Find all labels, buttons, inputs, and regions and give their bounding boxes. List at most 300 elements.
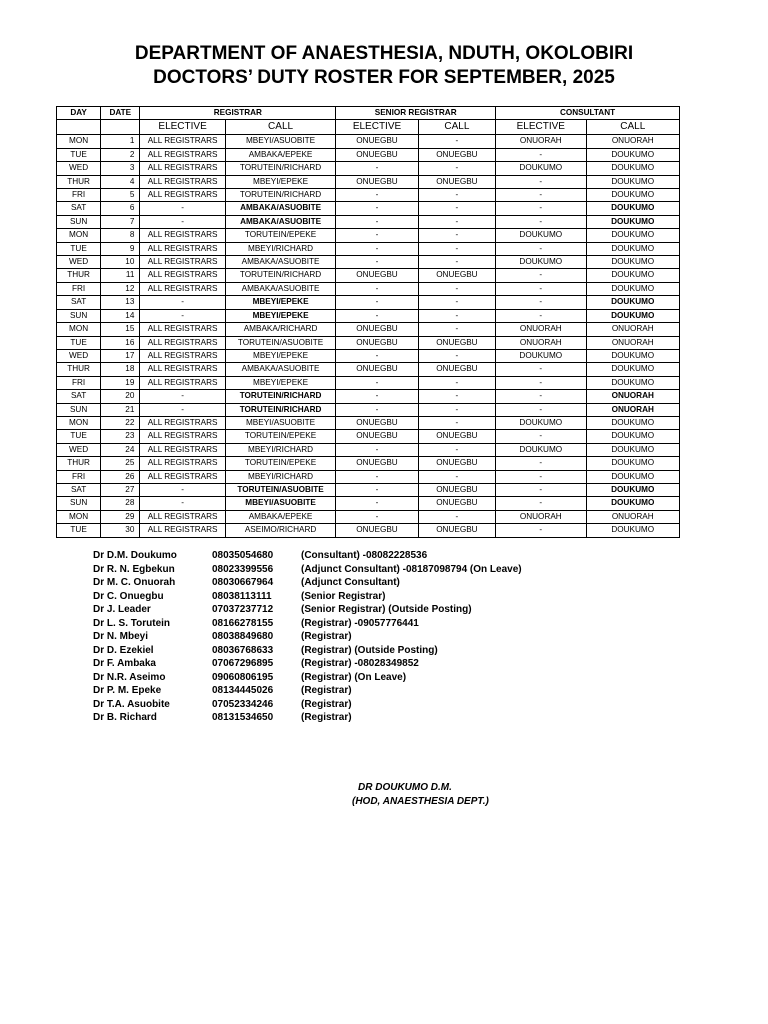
contact-name: Dr B. Richard — [93, 712, 157, 723]
contact-name: Dr F. Ambaka — [93, 658, 156, 669]
cell-date: 7 — [101, 215, 140, 228]
table-row — [57, 430, 680, 443]
cell-date: 5 — [101, 189, 140, 202]
roster-title: DOCTORS’ DUTY ROSTER FOR SEPTEMBER, 2025 — [153, 67, 615, 88]
cell-senior-call: - — [418, 135, 495, 148]
table-row — [57, 215, 680, 228]
cell-date: 15 — [101, 323, 140, 336]
table-row — [57, 256, 680, 269]
table-row — [57, 148, 680, 161]
contact-phone: 07067296895 — [212, 658, 274, 669]
cell-registrar-elective: ALL REGISTRARS — [140, 363, 225, 376]
cell-date: 14 — [101, 309, 140, 322]
cell-registrar-call: AMBAKA/EPEKE — [225, 510, 336, 523]
cell-senior-call: - — [418, 242, 495, 255]
cell-consultant-elective: - — [496, 497, 586, 510]
contact-phone: 08038849680 — [212, 631, 274, 642]
cell-day: MON — [57, 416, 101, 429]
cell-senior-call: ONUEGBU — [418, 336, 495, 349]
cell-senior-call: - — [418, 296, 495, 309]
cell-day: SUN — [57, 403, 101, 416]
cell-senior-call: - — [418, 390, 495, 403]
cell-senior-elective: - — [336, 229, 418, 242]
cell-consultant-elective: - — [496, 282, 586, 295]
cell-registrar-elective: - — [140, 296, 225, 309]
cell-senior-call: - — [418, 510, 495, 523]
cell-consultant-elective: - — [496, 403, 586, 416]
contact-phone: 08023399556 — [212, 563, 274, 575]
cell-senior-elective: - — [336, 309, 418, 322]
cell-senior-call: ONUEGBU — [418, 497, 495, 510]
cell-consultant-call: ONUORAH — [586, 510, 680, 523]
cell-senior-elective: - — [336, 497, 418, 510]
cell-date: 1 — [101, 135, 140, 148]
cell-senior-elective: - — [336, 282, 418, 295]
cell-registrar-elective: ALL REGISTRARS — [140, 256, 225, 269]
subheader-senior-elective: ELECTIVE — [336, 120, 418, 135]
cell-senior-call: - — [418, 309, 495, 322]
cell-registrar-elective: ALL REGISTRARS — [140, 349, 225, 362]
cell-consultant-call: DOUKUMO — [586, 430, 680, 443]
cell-day: FRI — [57, 282, 101, 295]
cell-date: 8 — [101, 229, 140, 242]
cell-consultant-call: ONUORAH — [586, 403, 680, 416]
cell-consultant-elective: ONUORAH — [496, 336, 586, 349]
cell-registrar-elective: ALL REGISTRARS — [140, 162, 225, 175]
cell-day: SAT — [57, 483, 101, 496]
cell-consultant-elective: - — [496, 376, 586, 389]
cell-consultant-elective: - — [496, 242, 586, 255]
cell-registrar-call: ASEIMO/RICHARD — [225, 524, 336, 537]
roster-body — [57, 135, 680, 537]
subheader-blank — [101, 120, 140, 135]
cell-senior-elective: ONUEGBU — [336, 457, 418, 470]
cell-senior-elective: - — [336, 242, 418, 255]
cell-consultant-elective: - — [496, 524, 586, 537]
header-day: DAY — [57, 107, 101, 120]
cell-registrar-call: AMBAKA/ASUOBITE — [225, 202, 336, 215]
cell-consultant-elective: DOUKUMO — [496, 349, 586, 362]
cell-registrar-call: MBEYI/ASUOBITE — [225, 497, 336, 510]
table-row — [57, 416, 680, 429]
cell-consultant-elective: - — [496, 309, 586, 322]
cell-senior-call: - — [418, 323, 495, 336]
cell-consultant-elective: DOUKUMO — [496, 416, 586, 429]
cell-consultant-elective: ONUORAH — [496, 135, 586, 148]
cell-registrar-call: MBEYI/ASUOBITE — [225, 135, 336, 148]
cell-consultant-call: DOUKUMO — [586, 309, 680, 322]
table-row — [57, 510, 680, 523]
cell-day: FRI — [57, 470, 101, 483]
cell-date: 2 — [101, 148, 140, 161]
table-row — [57, 457, 680, 470]
cell-senior-elective: - — [336, 470, 418, 483]
table-row — [57, 242, 680, 255]
cell-date: 3 — [101, 162, 140, 175]
cell-senior-elective: ONUEGBU — [336, 336, 418, 349]
cell-registrar-call: TORUTEIN/EPEKE — [225, 430, 336, 443]
cell-senior-elective: - — [336, 390, 418, 403]
cell-consultant-call: DOUKUMO — [586, 524, 680, 537]
cell-date: 22 — [101, 416, 140, 429]
cell-day: THUR — [57, 457, 101, 470]
cell-consultant-call: DOUKUMO — [586, 162, 680, 175]
cell-registrar-elective: - — [140, 403, 225, 416]
cell-day: THUR — [57, 363, 101, 376]
cell-senior-call: ONUEGBU — [418, 457, 495, 470]
cell-day: FRI — [57, 376, 101, 389]
cell-date: 20 — [101, 390, 140, 403]
cell-registrar-call: TORUTEIN/RICHARD — [225, 189, 336, 202]
contact-note: (Registrar) — [301, 698, 352, 710]
cell-senior-elective: ONUEGBU — [336, 524, 418, 537]
contact-note: (Senior Registrar) (Outside Posting) — [301, 604, 472, 615]
cell-consultant-elective: - — [496, 296, 586, 309]
contact-phone: 07052334246 — [212, 698, 274, 710]
cell-registrar-elective: ALL REGISTRARS — [140, 269, 225, 282]
cell-date: 27 — [101, 483, 140, 496]
subheader-registrar-elective: ELECTIVE — [140, 120, 225, 135]
cell-consultant-call: DOUKUMO — [586, 242, 680, 255]
contact-name: Dr N.R. Aseimo — [93, 671, 166, 683]
cell-consultant-call: DOUKUMO — [586, 202, 680, 215]
cell-registrar-call: AMBAKA/ASUOBITE — [225, 282, 336, 295]
contact-name: Dr R. N. Egbekun — [93, 563, 175, 575]
cell-consultant-call: DOUKUMO — [586, 296, 680, 309]
cell-registrar-elective: ALL REGISTRARS — [140, 457, 225, 470]
cell-registrar-elective: ALL REGISTRARS — [140, 524, 225, 537]
table-row — [57, 309, 680, 322]
contact-note: (Registrar) — [301, 712, 352, 723]
cell-registrar-call: MBEYI/RICHARD — [225, 470, 336, 483]
cell-day: MON — [57, 229, 101, 242]
contact-note: (Registrar) -08028349852 — [301, 658, 419, 669]
cell-consultant-call: DOUKUMO — [586, 470, 680, 483]
cell-registrar-call: TORUTEIN/ASUOBITE — [225, 483, 336, 496]
cell-date: 23 — [101, 430, 140, 443]
cell-date: 29 — [101, 510, 140, 523]
cell-consultant-elective: DOUKUMO — [496, 443, 586, 456]
cell-consultant-elective: ONUORAH — [496, 510, 586, 523]
cell-consultant-call: DOUKUMO — [586, 376, 680, 389]
cell-senior-call: - — [418, 202, 495, 215]
cell-day: WED — [57, 256, 101, 269]
cell-senior-elective: - — [336, 215, 418, 228]
cell-senior-elective: ONUEGBU — [336, 416, 418, 429]
cell-senior-call: ONUEGBU — [418, 363, 495, 376]
cell-senior-elective: ONUEGBU — [336, 148, 418, 161]
cell-senior-elective: - — [336, 376, 418, 389]
cell-registrar-elective: ALL REGISTRARS — [140, 416, 225, 429]
cell-day: MON — [57, 135, 101, 148]
cell-senior-call: ONUEGBU — [418, 148, 495, 161]
signature-name: DR DOUKUMO D.M. — [358, 782, 452, 793]
cell-consultant-call: DOUKUMO — [586, 282, 680, 295]
cell-senior-call: - — [418, 162, 495, 175]
cell-senior-elective: - — [336, 256, 418, 269]
table-row — [57, 202, 680, 215]
cell-registrar-elective: - — [140, 483, 225, 496]
cell-senior-elective: - — [336, 443, 418, 456]
cell-date: 28 — [101, 497, 140, 510]
duty-roster-table — [56, 106, 680, 538]
cell-day: THUR — [57, 175, 101, 188]
contact-note: (Adjunct Consultant) — [301, 577, 400, 588]
cell-date: 21 — [101, 403, 140, 416]
cell-consultant-elective: - — [496, 215, 586, 228]
contact-phone: 08038113111 — [212, 590, 272, 602]
contact-phone: 07037237712 — [212, 604, 274, 615]
cell-consultant-call: DOUKUMO — [586, 483, 680, 496]
cell-consultant-elective: - — [496, 483, 586, 496]
cell-consultant-elective: - — [496, 457, 586, 470]
table-row — [57, 135, 680, 148]
cell-consultant-call: DOUKUMO — [586, 229, 680, 242]
cell-registrar-elective: ALL REGISTRARS — [140, 242, 225, 255]
contact-phone: 09060806195 — [212, 671, 274, 683]
table-row — [57, 323, 680, 336]
contact-name: Dr L. S. Torutein — [93, 617, 171, 629]
subheader-consultant-call: CALL — [586, 120, 680, 135]
table-row — [57, 443, 680, 456]
cell-senior-elective: ONUEGBU — [336, 175, 418, 188]
cell-consultant-call: DOUKUMO — [586, 497, 680, 510]
cell-day: FRI — [57, 189, 101, 202]
table-header-row — [57, 107, 680, 120]
table-row — [57, 403, 680, 416]
cell-registrar-elective: ALL REGISTRARS — [140, 175, 225, 188]
cell-date: 17 — [101, 349, 140, 362]
cell-consultant-elective: - — [496, 189, 586, 202]
table-row — [57, 470, 680, 483]
cell-registrar-call: MBEYI/EPEKE — [225, 296, 336, 309]
contact-note: (Consultant) -08082228536 — [301, 550, 428, 561]
cell-senior-elective: - — [336, 403, 418, 416]
cell-day: TUE — [57, 242, 101, 255]
cell-registrar-call: TORUTEIN/EPEKE — [225, 229, 336, 242]
cell-day: TUE — [57, 336, 101, 349]
cell-registrar-call: TORUTEIN/RICHARD — [225, 390, 336, 403]
contact-name: Dr N. Mbeyi — [93, 631, 149, 642]
table-row — [57, 269, 680, 282]
header-consultant: CONSULTANT — [496, 107, 680, 120]
table-row — [57, 162, 680, 175]
cell-registrar-elective: ALL REGISTRARS — [140, 430, 225, 443]
cell-senior-call: - — [418, 443, 495, 456]
cell-day: SAT — [57, 296, 101, 309]
cell-consultant-call: DOUKUMO — [586, 416, 680, 429]
cell-senior-call: - — [418, 403, 495, 416]
cell-registrar-elective: ALL REGISTRARS — [140, 510, 225, 523]
cell-senior-call: - — [418, 189, 495, 202]
cell-senior-elective: - — [336, 349, 418, 362]
cell-consultant-call: ONUORAH — [586, 135, 680, 148]
cell-consultant-call: ONUORAH — [586, 336, 680, 349]
cell-date: 13 — [101, 296, 140, 309]
cell-day: SUN — [57, 215, 101, 228]
cell-date: 11 — [101, 269, 140, 282]
cell-day: SAT — [57, 202, 101, 215]
cell-senior-elective: ONUEGBU — [336, 323, 418, 336]
cell-date: 30 — [101, 524, 140, 537]
cell-registrar-elective: ALL REGISTRARS — [140, 189, 225, 202]
cell-consultant-elective: - — [496, 470, 586, 483]
cell-day: SAT — [57, 390, 101, 403]
contact-name: Dr J. Leader — [93, 604, 151, 615]
cell-senior-elective: - — [336, 162, 418, 175]
cell-date: 25 — [101, 457, 140, 470]
cell-senior-elective: ONUEGBU — [336, 430, 418, 443]
cell-senior-call: ONUEGBU — [418, 269, 495, 282]
cell-registrar-elective: ALL REGISTRARS — [140, 135, 225, 148]
cell-day: WED — [57, 443, 101, 456]
cell-consultant-elective: - — [496, 202, 586, 215]
cell-consultant-elective: DOUKUMO — [496, 256, 586, 269]
contact-note: (Registrar) — [301, 685, 352, 696]
contact-phone: 08166278155 — [212, 617, 274, 629]
cell-registrar-call: AMBAKA/ASUOBITE — [225, 215, 336, 228]
table-row — [57, 349, 680, 362]
cell-day: SUN — [57, 497, 101, 510]
cell-consultant-call: DOUKUMO — [586, 457, 680, 470]
cell-senior-call: - — [418, 470, 495, 483]
cell-consultant-call: DOUKUMO — [586, 443, 680, 456]
cell-registrar-call: AMBAKA/EPEKE — [225, 148, 336, 161]
cell-consultant-call: ONUORAH — [586, 323, 680, 336]
contact-name: Dr D. Ezekiel — [93, 644, 154, 656]
cell-consultant-call: DOUKUMO — [586, 349, 680, 362]
cell-registrar-elective: ALL REGISTRARS — [140, 336, 225, 349]
cell-day: MON — [57, 323, 101, 336]
cell-registrar-elective: ALL REGISTRARS — [140, 443, 225, 456]
cell-senior-call: - — [418, 256, 495, 269]
cell-senior-elective: - — [336, 189, 418, 202]
cell-consultant-elective: - — [496, 148, 586, 161]
table-row — [57, 376, 680, 389]
cell-date: 18 — [101, 363, 140, 376]
cell-registrar-elective: ALL REGISTRARS — [140, 148, 225, 161]
subheader-consultant-elective: ELECTIVE — [496, 120, 586, 135]
cell-senior-call: - — [418, 215, 495, 228]
cell-date: 4 — [101, 175, 140, 188]
header-senior-registrar: SENIOR REGISTRAR — [336, 107, 496, 120]
cell-consultant-elective: ONUORAH — [496, 323, 586, 336]
cell-registrar-call: MBEYI/EPEKE — [225, 376, 336, 389]
cell-senior-call: - — [418, 282, 495, 295]
cell-registrar-elective: ALL REGISTRARS — [140, 229, 225, 242]
cell-consultant-elective: - — [496, 363, 586, 376]
table-subheader-row — [57, 120, 680, 135]
cell-registrar-elective: ALL REGISTRARS — [140, 470, 225, 483]
cell-registrar-elective: - — [140, 202, 225, 215]
cell-registrar-call: MBEYI/ASUOBITE — [225, 416, 336, 429]
cell-senior-call: ONUEGBU — [418, 430, 495, 443]
cell-consultant-elective: - — [496, 269, 586, 282]
table-row — [57, 483, 680, 496]
cell-date: 10 — [101, 256, 140, 269]
contact-phone: 08131534650 — [212, 712, 274, 723]
cell-consultant-call: DOUKUMO — [586, 175, 680, 188]
cell-date: 9 — [101, 242, 140, 255]
table-row — [57, 524, 680, 537]
cell-registrar-call: MBEYI/RICHARD — [225, 242, 336, 255]
cell-senior-elective: - — [336, 483, 418, 496]
table-row — [57, 336, 680, 349]
cell-registrar-elective: - — [140, 309, 225, 322]
cell-registrar-call: TORUTEIN/RICHARD — [225, 403, 336, 416]
cell-consultant-call: DOUKUMO — [586, 256, 680, 269]
cell-senior-elective: - — [336, 510, 418, 523]
cell-registrar-call: TORUTEIN/ASUOBITE — [225, 336, 336, 349]
cell-consultant-call: DOUKUMO — [586, 189, 680, 202]
cell-senior-call: ONUEGBU — [418, 483, 495, 496]
cell-registrar-call: AMBAKA/ASUOBITE — [225, 256, 336, 269]
contact-phone: 08134445026 — [212, 685, 274, 696]
cell-senior-call: - — [418, 416, 495, 429]
cell-consultant-call: ONUORAH — [586, 390, 680, 403]
header-registrar: REGISTRAR — [140, 107, 336, 120]
subheader-blank — [57, 120, 101, 135]
signature-title: (HOD, ANAESTHESIA DEPT.) — [352, 796, 489, 807]
cell-day: SUN — [57, 309, 101, 322]
cell-senior-elective: ONUEGBU — [336, 363, 418, 376]
cell-senior-call: - — [418, 376, 495, 389]
contact-name: Dr M. C. Onuorah — [93, 577, 176, 588]
cell-consultant-call: DOUKUMO — [586, 148, 680, 161]
contact-name: Dr T.A. Asuobite — [93, 698, 170, 710]
table-row — [57, 296, 680, 309]
cell-day: WED — [57, 162, 101, 175]
cell-date: 12 — [101, 282, 140, 295]
cell-senior-elective: ONUEGBU — [336, 135, 418, 148]
cell-consultant-elective: - — [496, 390, 586, 403]
cell-senior-elective: ONUEGBU — [336, 269, 418, 282]
cell-registrar-call: MBEYI/EPEKE — [225, 349, 336, 362]
cell-date: 26 — [101, 470, 140, 483]
cell-senior-call: - — [418, 229, 495, 242]
contact-note: (Senior Registrar) — [301, 590, 386, 602]
cell-registrar-call: AMBAKA/RICHARD — [225, 323, 336, 336]
cell-senior-call: ONUEGBU — [418, 524, 495, 537]
cell-day: WED — [57, 349, 101, 362]
cell-date: 24 — [101, 443, 140, 456]
contact-phone: 08036768633 — [212, 644, 274, 656]
cell-registrar-call: TORUTEIN/RICHARD — [225, 269, 336, 282]
contact-name: Dr P. M. Epeke — [93, 685, 162, 696]
cell-day: THUR — [57, 269, 101, 282]
cell-registrar-elective: ALL REGISTRARS — [140, 323, 225, 336]
cell-senior-elective: - — [336, 296, 418, 309]
cell-registrar-elective: ALL REGISTRARS — [140, 376, 225, 389]
table-row — [57, 497, 680, 510]
cell-senior-elective: - — [336, 202, 418, 215]
cell-registrar-call: TORUTEIN/RICHARD — [225, 162, 336, 175]
cell-date: 6 — [101, 202, 140, 215]
cell-registrar-call: TORUTEIN/EPEKE — [225, 457, 336, 470]
cell-date: 16 — [101, 336, 140, 349]
contact-name: Dr C. Onuegbu — [93, 590, 164, 602]
cell-registrar-call: MBEYI/EPEKE — [225, 309, 336, 322]
table-row — [57, 175, 680, 188]
cell-consultant-elective: DOUKUMO — [496, 229, 586, 242]
cell-senior-call: ONUEGBU — [418, 175, 495, 188]
header-date: DATE — [101, 107, 140, 120]
table-row — [57, 390, 680, 403]
contact-note: (Registrar) (On Leave) — [301, 671, 407, 683]
contact-phone: 08030667964 — [212, 577, 274, 588]
contact-note: (Registrar) -09057776441 — [301, 617, 419, 629]
table-row — [57, 363, 680, 376]
